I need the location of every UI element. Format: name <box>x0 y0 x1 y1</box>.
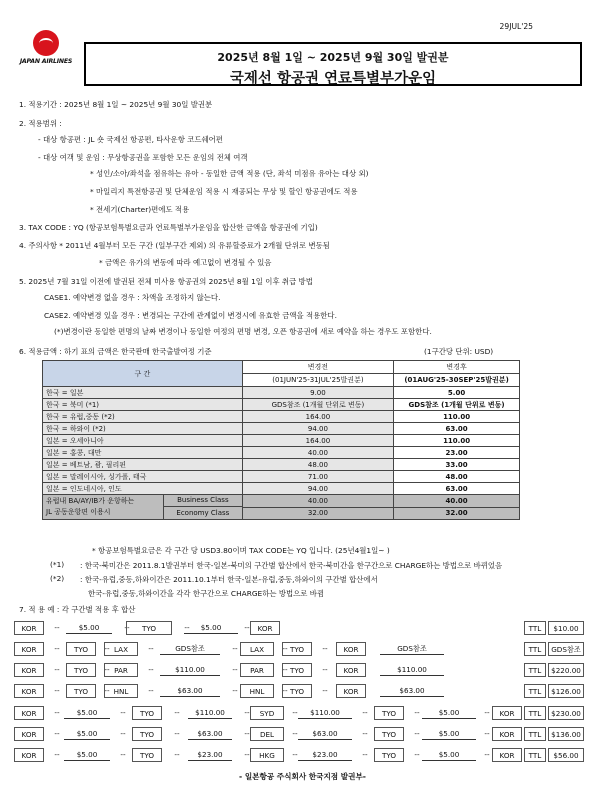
route-separator: -- <box>484 750 490 759</box>
example-row <box>14 663 584 677</box>
section-6-amount: 6. 적용금액 : 하기 표의 금액은 한국판매 한국출발여정 기준 <box>19 347 212 356</box>
city-code: TYO <box>132 748 162 762</box>
route-separator: -- <box>282 686 288 695</box>
city-code: KOR <box>14 748 44 762</box>
route-separator: -- <box>148 686 154 695</box>
fare-after: 110.00 <box>394 435 520 447</box>
city-code: HNL <box>104 684 138 698</box>
scope-passengers: - 대상 여객 및 운임 : 무상항공권을 포함한 모든 운임의 전체 여객 <box>38 153 248 162</box>
route-separator: -- <box>484 708 490 717</box>
footer: - 일본항공 주식회사 한국지점 발권부- <box>239 772 366 781</box>
route-separator: -- <box>362 750 368 759</box>
route-separator: -- <box>362 708 368 717</box>
route-separator: -- <box>484 729 490 738</box>
fare-route: 한국 = 북미 (*1) <box>43 399 243 411</box>
airline-logo <box>14 30 78 65</box>
city-code: KOR <box>336 642 366 656</box>
route-separator: -- <box>104 686 110 695</box>
city-code: KOR <box>14 642 44 656</box>
city-code: TYO <box>374 706 404 720</box>
city-code: SYD <box>250 706 284 720</box>
route-separator: -- <box>174 708 180 717</box>
note2-mark: (*2) <box>50 574 65 583</box>
fare-route: 일본 = 오세아니아 <box>43 435 243 447</box>
unit-note: (1구간당 단위: USD) <box>424 347 494 356</box>
insurance-note: * 항공보험특별요금은 각 구간 당 USD3.80이며 TAX CODE는 YQ 입니다. (25년4월1일~ ) <box>92 546 390 555</box>
segment-amount: $23.00 <box>188 748 232 761</box>
city-code: TYO <box>66 642 96 656</box>
fare-after: 5.00 <box>394 387 520 399</box>
city-code: KOR <box>14 727 44 741</box>
route-separator: -- <box>322 665 328 674</box>
example-row <box>14 706 584 720</box>
fare-after: 48.00 <box>394 471 520 483</box>
fare-row <box>43 399 520 411</box>
title-period: 2025년 8월 1일 ~ 2025년 9월 30일 발권분 <box>217 51 449 64</box>
ba-label-2: JL 공동운항편 이용시 <box>46 508 111 516</box>
route-separator: -- <box>292 750 298 759</box>
city-code: KOR <box>336 684 366 698</box>
segment-amount: $5.00 <box>64 706 110 719</box>
scope-note-mileage: * 마일리지 특전항공권 및 단체운임 적용 시 재공되는 무상 및 할인 항공권에도 적용 <box>90 187 358 196</box>
route-separator: -- <box>244 708 250 717</box>
fare-table <box>42 360 520 520</box>
note1-text: : 한국-북미간은 2011.8.1발권부터 한국-일본-북미의 구간별 합산에서 한국-북미간을 한구간으로 CHARGE하는 방법으로 바뀌었음 <box>80 561 503 570</box>
route-separator: -- <box>414 708 420 717</box>
route-separator: -- <box>54 644 60 653</box>
route-separator: -- <box>54 729 60 738</box>
example-row <box>14 642 584 656</box>
route-separator: -- <box>54 665 60 674</box>
fare-row <box>43 471 520 483</box>
fare-before: 164.00 <box>242 435 393 447</box>
fare-before: 9.00 <box>242 387 393 399</box>
city-code: TYO <box>66 663 96 677</box>
document-date: 29JUL'25 <box>499 22 533 31</box>
route-separator: -- <box>120 708 126 717</box>
fare-after: 63.00 <box>394 483 520 495</box>
route-separator: -- <box>54 708 60 717</box>
fare-before: 71.00 <box>242 471 393 483</box>
section-7-examples: 7. 적 용 예 : 각 구간별 적용 후 합산 <box>19 605 136 614</box>
note2-text-b: 한국-유럽,중동,하와이간을 각각 한구간으로 CHARGE하는 방법으로 바뀜 <box>88 589 325 598</box>
city-code: TYO <box>282 663 312 677</box>
business-before: 40.00 <box>242 495 393 508</box>
header-after-period: (01AUG'25-30SEP'25발권분) <box>394 374 520 387</box>
city-code: KOR <box>492 727 522 741</box>
page-title: 국제선 항공권 연료특별부가운임 <box>229 71 437 87</box>
route-separator: -- <box>184 623 190 632</box>
fare-before: 94.00 <box>242 483 393 495</box>
city-code: LAX <box>104 642 138 656</box>
fare-row <box>43 447 520 459</box>
route-separator: -- <box>54 623 60 632</box>
total-amount: $136.00 <box>548 727 584 741</box>
header-after: 변경후 <box>394 361 520 374</box>
city-code: LAX <box>240 642 274 656</box>
city-code: TYO <box>132 706 162 720</box>
route-separator: -- <box>282 665 288 674</box>
route-separator: -- <box>322 644 328 653</box>
fare-route: 일본 = 베트남, 괌, 필리핀 <box>43 459 243 471</box>
fare-row <box>43 483 520 495</box>
route-separator: -- <box>232 686 238 695</box>
ba-codeshare-cell <box>43 495 243 520</box>
segment-amount: $5.00 <box>184 621 238 634</box>
city-code: HKG <box>250 748 284 762</box>
total-label: TTL <box>524 642 546 656</box>
notice-price-change: * 금액은 유가의 변동에 따라 예고없이 변경될 수 있음 <box>99 258 272 267</box>
route-separator: -- <box>232 644 238 653</box>
segment-amount: $5.00 <box>64 748 110 761</box>
fare-row <box>43 435 520 447</box>
section-1-period: 1. 적용기간 : 2025년 8월 1일 ~ 2025년 9월 30일 발권분 <box>19 100 213 109</box>
city-code: KOR <box>14 663 44 677</box>
fare-route: 한국 = 일본 <box>43 387 243 399</box>
fare-row <box>43 423 520 435</box>
change-definition: (*)변경이란 동일한 편명의 날짜 변경이나 동일한 여정의 편명 변경, 오픈 항공권에 새로 예약을 하는 경우도 포함한다. <box>54 327 432 336</box>
city-code: PAR <box>240 663 274 677</box>
segment-amount: $63.00 <box>160 684 220 697</box>
segment-amount: $110.00 <box>298 706 352 719</box>
total-amount: $56.00 <box>548 748 584 762</box>
scope-flights: - 대상 항공편 : JL 숏 국제선 항공편, 타사운항 코드쉐어편 <box>38 135 223 144</box>
route-separator: -- <box>292 708 298 717</box>
fare-after: 110.00 <box>394 411 520 423</box>
total-amount: GDS참조 <box>548 642 584 656</box>
segment-amount: $5.00 <box>66 621 112 634</box>
segment-amount: GDS참조 <box>160 642 220 655</box>
total-amount: $230.00 <box>548 706 584 720</box>
ba-label-1: 유럽내 BA/AY/IB가 운항하는 <box>46 497 135 505</box>
fare-route: 한국 = 유럽,중동 (*2) <box>43 411 243 423</box>
business-after: 40.00 <box>394 495 520 508</box>
city-code: DEL <box>250 727 284 741</box>
total-label: TTL <box>524 663 546 677</box>
city-code: TYO <box>132 727 162 741</box>
fare-before: 40.00 <box>242 447 393 459</box>
city-code: KOR <box>250 621 280 635</box>
city-code: KOR <box>14 621 44 635</box>
city-code: TYO <box>374 748 404 762</box>
fare-after: 33.00 <box>394 459 520 471</box>
fare-before: 94.00 <box>242 423 393 435</box>
route-separator: -- <box>54 750 60 759</box>
note2-text: : 한국-유럽,중동,하와이간은 2011.10.1부터 한국-일본-유럽,중동,하와이의 구간별 합산에서 <box>80 575 378 584</box>
total-amount: $220.00 <box>548 663 584 677</box>
total-label: TTL <box>524 727 546 741</box>
fare-route: 일본 = 말레이시아, 싱가폴, 태국 <box>43 471 243 483</box>
city-code: KOR <box>492 748 522 762</box>
scope-note-charter: * 전세기(Charter)편에도 적용 <box>90 205 190 214</box>
scope-note-infant: * 성인/소아/좌석을 점유하는 유아 - 동일한 금액 적용 (단, 좌석 미점유 유아는 대상 외) <box>90 169 369 178</box>
route-separator: -- <box>282 644 288 653</box>
route-separator: -- <box>174 750 180 759</box>
route-separator: -- <box>414 729 420 738</box>
economy-class-label: Economy Class <box>176 509 230 517</box>
segment-amount: $63.00 <box>188 727 232 740</box>
fare-before: GDS참조 (1개월 단위로 변동) <box>242 399 393 411</box>
city-code: HNL <box>240 684 274 698</box>
segment-amount: $5.00 <box>422 706 476 719</box>
segment-amount: $110.00 <box>188 706 232 719</box>
economy-after: 32.00 <box>394 507 520 520</box>
segment-amount: $23.00 <box>298 748 352 761</box>
route-separator: -- <box>414 750 420 759</box>
route-separator: -- <box>292 729 298 738</box>
route-separator: -- <box>104 644 110 653</box>
business-class-label: Business Class <box>164 495 242 507</box>
city-code: TYO <box>126 621 172 635</box>
route-separator: -- <box>362 729 368 738</box>
example-row <box>14 621 584 635</box>
title-box <box>84 42 582 86</box>
route-separator: -- <box>244 623 250 632</box>
segment-amount: $5.00 <box>422 727 476 740</box>
route-separator: -- <box>322 686 328 695</box>
fare-route: 일본 = 홍콩, 대만 <box>43 447 243 459</box>
fare-row <box>43 387 520 399</box>
section-2-scope: 2. 적용범위 : <box>19 119 62 128</box>
airline-name: JAPAN AIRLINES <box>19 58 73 65</box>
fare-row <box>43 459 520 471</box>
city-code: KOR <box>336 663 366 677</box>
route-separator: -- <box>120 729 126 738</box>
crane-icon <box>33 30 59 56</box>
city-code: KOR <box>492 706 522 720</box>
economy-before: 32.00 <box>242 507 393 520</box>
fare-row <box>43 411 520 423</box>
segment-amount: $63.00 <box>380 684 444 697</box>
city-code: KOR <box>14 684 44 698</box>
city-code: TYO <box>282 684 312 698</box>
section-3-taxcode: 3. TAX CODE : YQ (항공보험특별요금과 연료특별부가운임을 합산한 금액을 항공권에 기입) <box>19 223 318 232</box>
city-code: TYO <box>66 684 96 698</box>
route-separator: -- <box>148 665 154 674</box>
segment-amount: $5.00 <box>422 748 476 761</box>
note1-mark: (*1) <box>50 560 65 569</box>
fare-after: 63.00 <box>394 423 520 435</box>
header-before-period: (01JUN'25-31JUL'25발권분) <box>242 374 393 387</box>
route-separator: -- <box>244 750 250 759</box>
segment-amount: $63.00 <box>298 727 352 740</box>
header-before: 변경전 <box>242 361 393 374</box>
segment-amount: $5.00 <box>64 727 110 740</box>
total-amount: $10.00 <box>548 621 584 635</box>
section-4-notice: 4. 주의사항 * 2011년 4월부터 모든 구간 (일부구간 제외) 의 유류할증료가 2개월 단위로 변동됨 <box>19 241 330 250</box>
city-code: PAR <box>104 663 138 677</box>
total-label: TTL <box>524 621 546 635</box>
segment-amount: $110.00 <box>380 663 444 676</box>
total-label: TTL <box>524 684 546 698</box>
example-row <box>14 727 584 741</box>
total-label: TTL <box>524 706 546 720</box>
city-code: TYO <box>374 727 404 741</box>
segment-amount: GDS참조 <box>380 642 444 655</box>
segment-amount: $110.00 <box>160 663 220 676</box>
total-amount: $126.00 <box>548 684 584 698</box>
fare-route: 한국 = 하와이 (*2) <box>43 423 243 435</box>
fare-after: 23.00 <box>394 447 520 459</box>
example-row <box>14 684 584 698</box>
route-separator: -- <box>120 750 126 759</box>
route-separator: -- <box>148 644 154 653</box>
case2: CASE2. 예약변경 있을 경우 : 변경되는 구간에 관계없이 변경시에 유효한 금액을 적용한다. <box>44 311 337 320</box>
case1: CASE1. 예약변경 없을 경우 : 차액을 조정하지 않는다. <box>44 293 221 302</box>
city-code: KOR <box>14 706 44 720</box>
header-section: 구 간 <box>43 361 243 387</box>
total-label: TTL <box>524 748 546 762</box>
route-separator: -- <box>174 729 180 738</box>
route-separator: -- <box>232 665 238 674</box>
example-row <box>14 748 584 762</box>
fare-route: 일본 = 인도네시아, 인도 <box>43 483 243 495</box>
fare-before: 164.00 <box>242 411 393 423</box>
fare-after: GDS참조 (1개월 단위로 변동) <box>394 399 520 411</box>
route-separator: -- <box>124 623 130 632</box>
city-code: TYO <box>282 642 312 656</box>
route-separator: -- <box>104 665 110 674</box>
section-5-handling: 5. 2025년 7월 31일 이전에 발권된 전체 미사용 항공권의 2025년 8월 1일 이후 취급 방법 <box>19 277 313 286</box>
route-separator: -- <box>54 686 60 695</box>
fare-before: 48.00 <box>242 459 393 471</box>
route-separator: -- <box>244 729 250 738</box>
